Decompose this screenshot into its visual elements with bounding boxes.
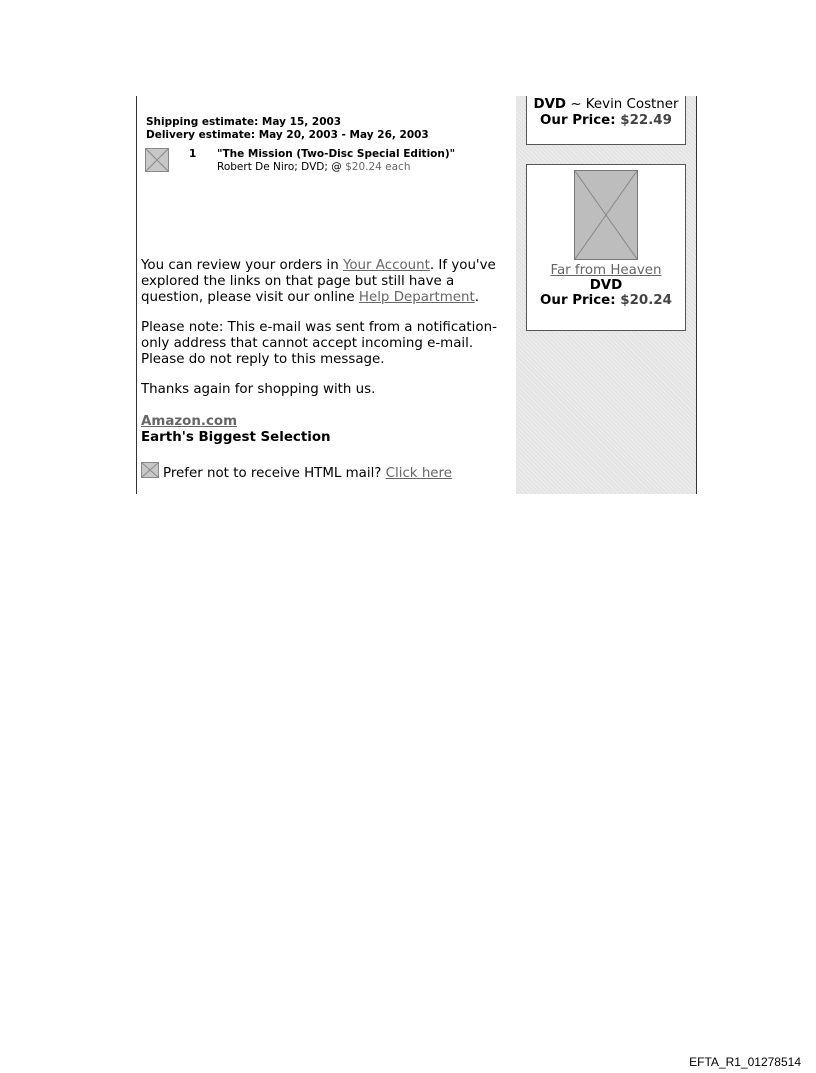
item-title: "The Mission (Two-Disc Special Edition)" (217, 148, 456, 160)
recommendation-card-2 (526, 164, 686, 331)
rec1-price-line (527, 113, 685, 129)
broken-image-icon[interactable] (574, 170, 638, 260)
item-details-text: Robert De Niro; DVD; @ (217, 161, 346, 173)
rec2-title-link[interactable]: Far from Heaven (550, 263, 662, 278)
account-text-2: . If you've explored the links on that page but still have a question, please visit our online (141, 258, 496, 305)
item-quantity: 1 (189, 148, 197, 160)
click-here-link[interactable]: Click here (385, 466, 452, 481)
thanks-paragraph: Thanks again for shopping with us. (141, 382, 376, 397)
account-text-3: . (474, 290, 479, 305)
notice-paragraph: Please note: This e-mail was sent from a notification-only address that cannot accept incoming e-mail. Please do not reply to this message. (141, 320, 497, 367)
optout-text: Prefer not to receive HTML mail? (163, 466, 386, 481)
help-department-link[interactable]: Help Department (358, 290, 475, 305)
rec1-format: DVD (533, 97, 567, 112)
rec1-price-label: Our Price: (540, 113, 621, 128)
document-id: EFTA_R1_01278514 (689, 1055, 801, 1069)
rec2-format: DVD (589, 278, 623, 293)
order-item-row (145, 148, 505, 174)
rec1-format-artist (527, 96, 685, 113)
rec2-price-line (527, 293, 685, 308)
rec1-artist: Kevin Costner (585, 97, 679, 112)
rec1-separator: ~ (566, 97, 586, 112)
item-price: $20.24 each (345, 161, 411, 173)
rec2-price: $20.24 (620, 293, 672, 308)
account-text: You can review your orders in (141, 258, 343, 273)
broken-image-icon[interactable] (145, 148, 169, 172)
broken-image-icon (141, 462, 159, 478)
recommendation-card-1 (526, 96, 686, 145)
item-details (217, 161, 410, 173)
delivery-estimate: Delivery estimate: May 20, 2003 - May 26, 2003 (146, 129, 429, 141)
shipping-estimate: Shipping estimate: May 15, 2003 (146, 116, 342, 128)
your-account-link[interactable]: Your Account (342, 258, 430, 273)
amazon-link[interactable]: Amazon.com (141, 414, 238, 429)
rec1-price: $22.49 (620, 113, 672, 128)
right-border (696, 96, 697, 494)
account-paragraph (141, 258, 513, 306)
left-border (136, 96, 137, 494)
rec2-price-label: Our Price: (540, 293, 621, 308)
shipping-info (146, 116, 429, 142)
signature (141, 414, 331, 446)
tagline: Earth's Biggest Selection (141, 430, 331, 445)
optout-line (141, 462, 452, 481)
recommendations-sidebar (516, 96, 696, 494)
